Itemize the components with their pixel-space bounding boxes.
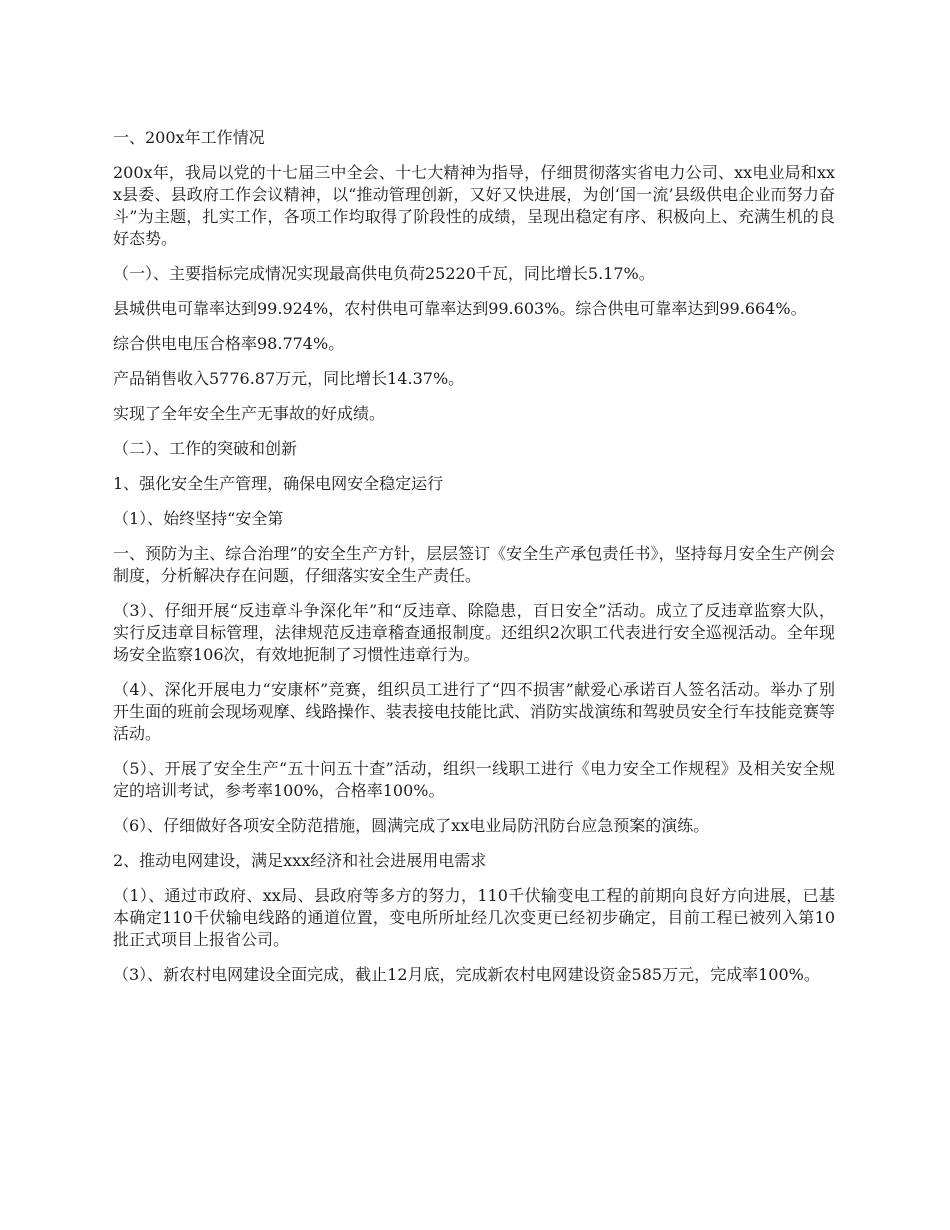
subsection-heading: （一）、主要指标完成情况实现最高供电负荷25220千瓦，同比增长5.17%。 <box>113 264 655 283</box>
paragraph: （1）、始终坚持“安全第 <box>113 509 284 528</box>
item-heading: 1、强化安全生产管理，确保电网安全稳定运行 <box>113 474 444 493</box>
section-heading: 一、200x年工作情况 <box>113 128 265 147</box>
paragraph: 产品销售收入5776.87万元，同比增长14.37%。 <box>113 369 465 388</box>
paragraph: （4）、深化开展电力“安康杯”竞赛，组织员工进行了“四不损害”献爱心承诺百人签名活动。举办了别开生面的班前会现场观摩、线路操作、装表接电技能比武、消防实战演练和驾驶员安全行车技能竞赛等活动。 <box>113 680 835 743</box>
paragraph: （6）、仔细做好各项安全防范措施，圆满完成了xx电业局防汛防台应急预案的演练。 <box>113 816 710 835</box>
paragraph: （3）、仔细开展“反违章斗争深化年”和“反违章、除隐患，百日安全”活动。成立了反违章监察大队，实行反违章目标管理，法律规范反违章稽查通报制度。还组织2次职工代表进行安全巡视活动。全年现场安全监察106次，有效地扼制了习惯性违章行为。 <box>113 601 835 664</box>
paragraph: （5）、开展了安全生产“五十问五十查”活动，组织一线职工进行《电力安全工作规程》及相关安全规定的培训考试，参考率100%，合格率100%。 <box>113 759 835 800</box>
document-body <box>113 127 835 999</box>
intro-paragraph: 200x年，我局以党的十七届三中全会、十七大精神为指导，仔细贯彻落实省电力公司、xx电业局和xxx县委、县政府工作会议精神，以“推动管理创新，又好又快进展，为创‘国一流’县级供电企业而努力奋斗”为主题，扎实工作，各项工作均取得了阶段性的成绩，呈现出稳定有序、积极向上、充满生机的良好态势。 <box>113 163 835 248</box>
paragraph: 一、预防为主、综合治理”的安全生产方针，层层签订《安全生产承包责任书》，坚持每月安全生产例会制度，分析解决存在问题，仔细落实安全生产责任。 <box>113 544 835 585</box>
subsection-heading: （二）、工作的突破和创新 <box>113 439 298 458</box>
item-heading: 2、推动电网建设，满足xxx经济和社会进展用电需求 <box>113 851 487 870</box>
paragraph: （3）、新农村电网建设全面完成，截止12月底，完成新农村电网建设资金585万元，完成率100%。 <box>113 965 820 984</box>
paragraph: 综合供电电压合格率98.774%。 <box>113 334 345 353</box>
paragraph: 实现了全年安全生产无事故的好成绩。 <box>113 404 386 423</box>
paragraph: 县城供电可靠率达到99.924%，农村供电可靠率达到99.603%。综合供电可靠率达到99.664%。 <box>113 299 807 318</box>
paragraph: （1）、通过市政府、xx局、县政府等多方的努力，110千伏输变电工程的前期向良好方向进展，已基本确定110千伏输电线路的通道位置，变电所所址经几次变更已经初步确定，目前工程已被列入第10批正式项目上报省公司。 <box>113 886 835 949</box>
